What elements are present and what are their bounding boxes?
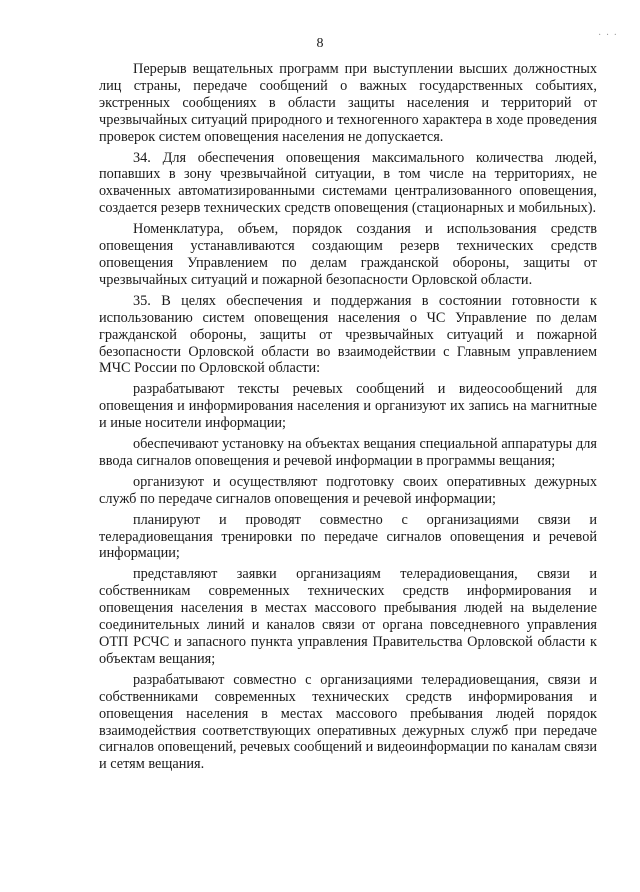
paragraph-broadcast-interruption: Перерыв вещательных программ при выступлении высших должностных лиц страны, передаче сообщений о важных государственных событиях, экстренных сообщениях в области защиты населения и территорий от чрезвычайных ситуаций природного и техногенного характера в ходе проведения проверок систем оповещения населения не допускается. xyxy=(99,61,597,145)
page-number: 8 xyxy=(316,36,324,51)
list-item-equipment: обеспечивают установку на объектах вещания специальной аппаратуры для ввода сигналов оповещения и речевой информации в программы вещания; xyxy=(99,436,597,469)
list-item-interaction-order: разрабатывают совместно с организациями телерадиовещания, связи и собственниками современных технических средств информирования и оповещения населения в местах массового пребывания людей порядок взаимодействия соответствующих оперативных дежурных служб при передаче сигналов оповещений, речевых сообщений и видеоинформации по каналам связи и сетям вещания. xyxy=(99,671,597,773)
scan-corner-mark: · · · xyxy=(598,30,618,41)
list-item-texts: разрабатывают тексты речевых сообщений и видеосообщений для оповещения и информирования населения и организуют их запись на магнитные и иные носители информации; xyxy=(99,381,597,432)
paragraph-34-reserve: 34. Для обеспечения оповещения максимального количества людей, попавших в зону чрезвычайной ситуации, в том числе на территориях, не охваченных автоматизированными системами централизованного оповещения, создается резерв технических средств оповещения (стационарных и мобильных). xyxy=(99,149,597,217)
paragraph-reserve-nomenclature: Номенклатура, объем, порядок создания и использования средств оповещения устанавливаются создающим резерв технических средств оповещения Управлением по делам гражданской обороны, защиты от чрезвычайных ситуаций и пожарной безопасности Орловской области. xyxy=(99,221,597,288)
paragraph-35-readiness: 35. В целях обеспечения и поддержания в состоянии готовности к использованию систем оповещения населения о ЧС Управление по делам гражданской обороны, защиты от чрезвычайных ситуаций и пожарной безопасности Орловской области во взаимодействии с Главным управлением МЧС России по Орловской области: xyxy=(99,292,597,377)
list-item-training-staff: организуют и осуществляют подготовку своих оперативных дежурных служб по передаче сигналов оповещения и речевой информации; xyxy=(99,473,597,507)
list-item-requests: представляют заявки организациям телерадиовещания, связи и собственникам современных технических средств информирования и оповещения населения в местах массового пребывания людей на выделение соединительных линий и каналов связи от органа повседневного управления ОТП РСЧС и запасного пункта управления Правительства Орловской области к объектам вещания; xyxy=(99,566,597,667)
document-body xyxy=(99,61,597,773)
list-item-exercises: планируют и проводят совместно с организациями связи и телерадиовещания тренировки по передаче сигналов оповещения и речевой информации; xyxy=(99,511,597,562)
